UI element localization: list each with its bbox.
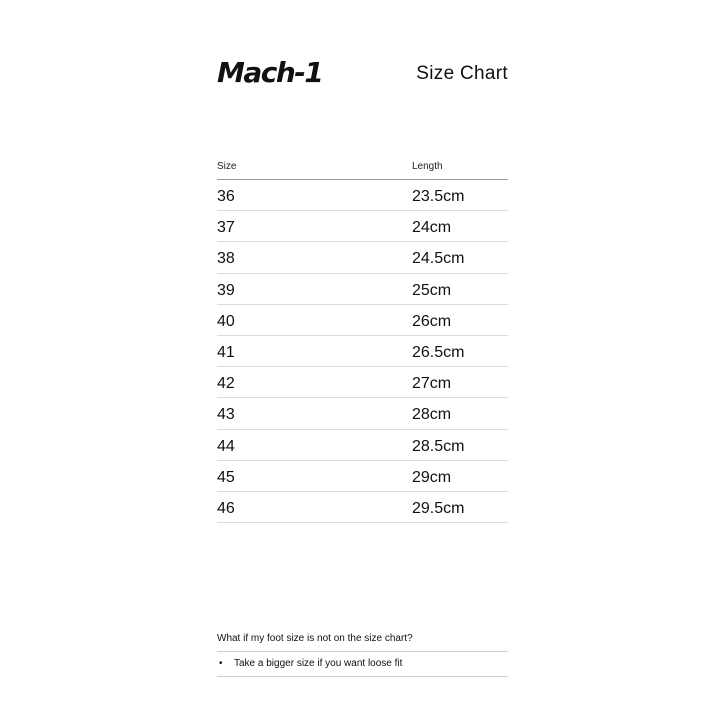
header xyxy=(217,58,508,88)
column-header-size: Size xyxy=(217,161,237,172)
length-cell: 26.5cm xyxy=(412,343,465,361)
length-cell: 29cm xyxy=(412,468,452,486)
size-cell: 44 xyxy=(217,437,235,455)
table-row xyxy=(217,242,508,273)
bullet-icon: • xyxy=(219,658,223,669)
faq-question: What if my foot size is not on the size chart? xyxy=(217,632,508,652)
length-cell: 28cm xyxy=(412,406,452,424)
length-cell: 23.5cm xyxy=(412,188,465,205)
length-cell: 24cm xyxy=(412,219,452,237)
size-cell: 38 xyxy=(217,250,235,268)
table-row xyxy=(217,367,508,398)
table-row xyxy=(217,398,508,429)
length-cell: 29.5cm xyxy=(412,499,465,517)
table-row xyxy=(217,430,508,461)
size-cell: 39 xyxy=(217,281,235,299)
table-row xyxy=(217,492,508,523)
length-cell: 27cm xyxy=(412,375,452,393)
page-title: Size Chart xyxy=(416,63,508,84)
faq-section xyxy=(217,632,508,677)
size-chart-sheet xyxy=(217,0,508,726)
size-cell: 41 xyxy=(217,343,235,361)
size-cell: 36 xyxy=(217,188,235,205)
faq-answer-text: Take a bigger size if you want loose fit xyxy=(234,658,403,669)
size-cell: 40 xyxy=(217,312,235,330)
length-cell: 25cm xyxy=(412,281,452,299)
brand-logo: Mach-1 xyxy=(217,56,323,89)
table-row xyxy=(217,274,508,305)
length-cell: 26cm xyxy=(412,312,452,330)
table-row xyxy=(217,180,508,211)
table-row xyxy=(217,305,508,336)
size-cell: 42 xyxy=(217,375,235,393)
length-cell: 24.5cm xyxy=(412,250,465,268)
size-cell: 45 xyxy=(217,468,235,486)
size-table xyxy=(217,159,508,523)
column-header-length: Length xyxy=(412,161,443,172)
size-cell: 43 xyxy=(217,406,235,424)
table-row xyxy=(217,336,508,367)
faq-answer-item xyxy=(217,652,508,677)
size-cell: 37 xyxy=(217,219,235,237)
length-cell: 28.5cm xyxy=(412,437,465,455)
table-row xyxy=(217,461,508,492)
table-body xyxy=(217,180,508,523)
table-row xyxy=(217,211,508,242)
size-cell: 46 xyxy=(217,499,235,517)
table-header xyxy=(217,159,508,180)
